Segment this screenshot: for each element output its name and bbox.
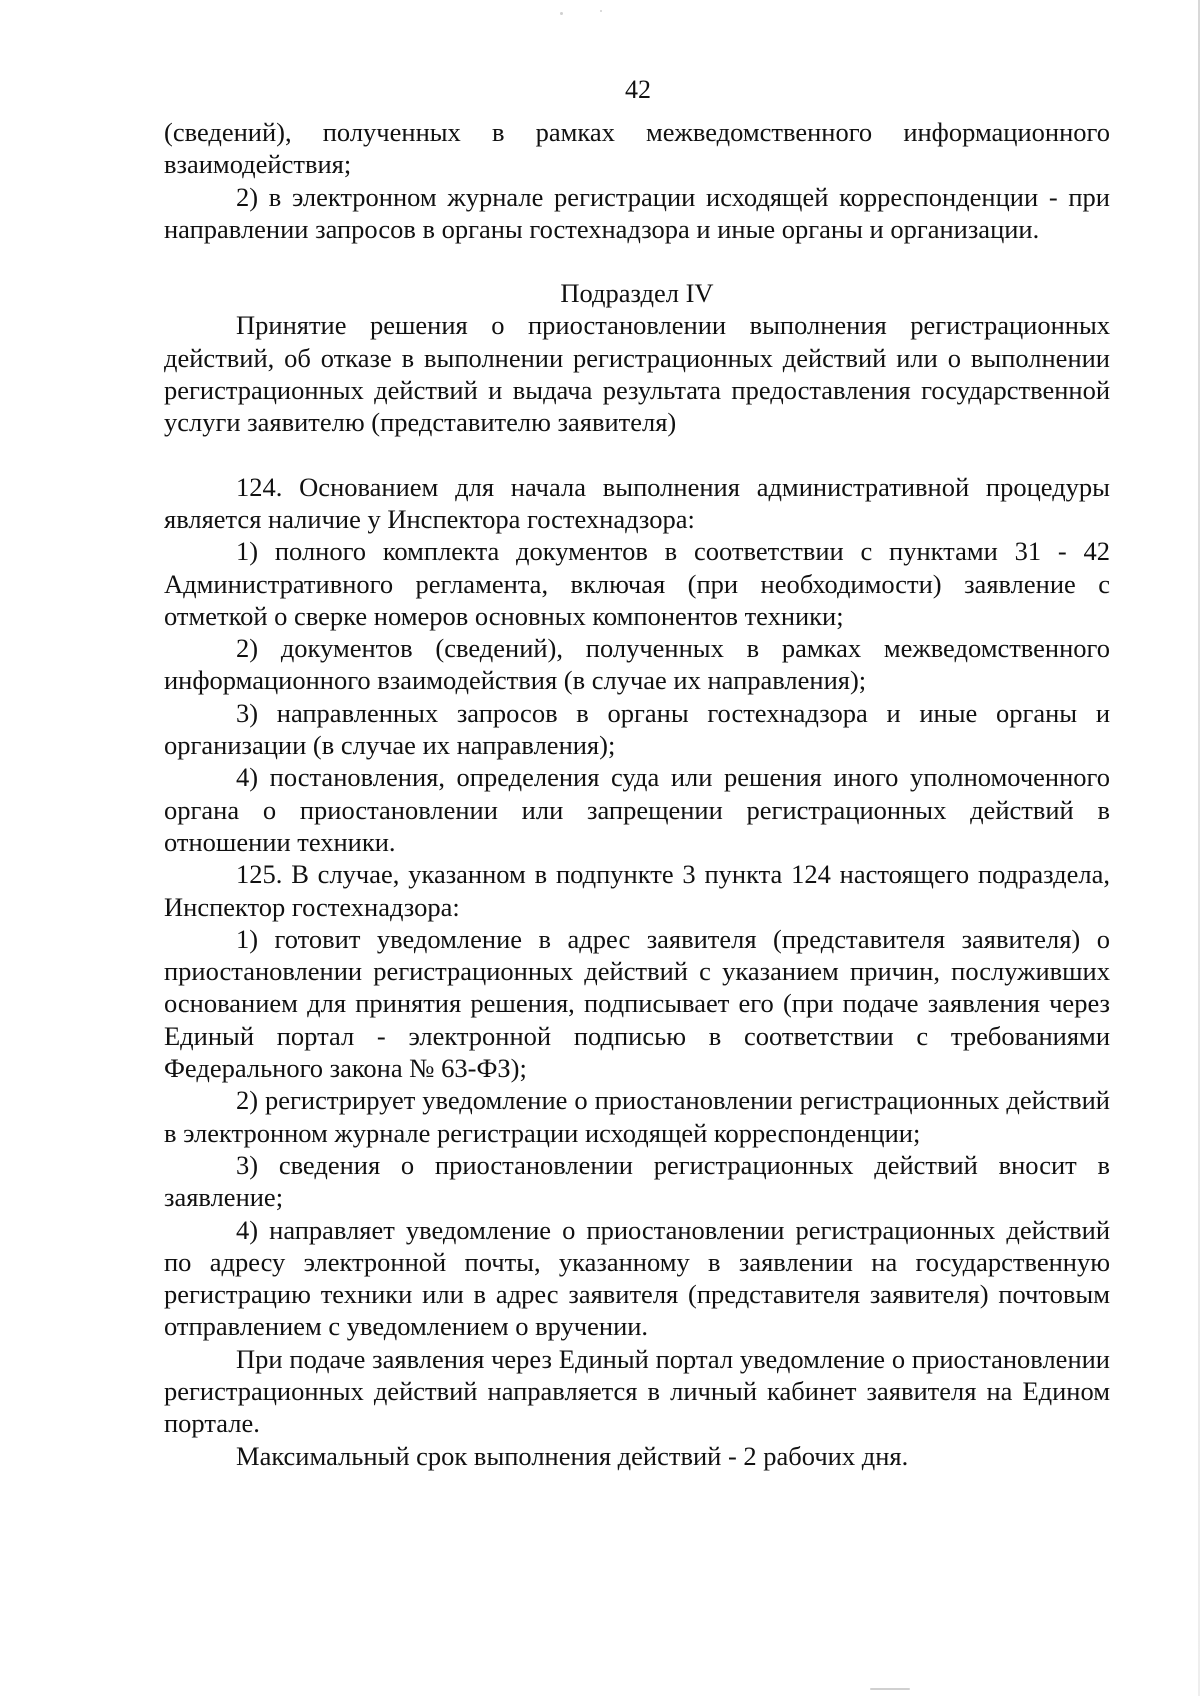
clause-124: 124. Основанием для начала выполнения административной процедуры является наличие у Инспектора гостехнадзора: (164, 471, 1110, 534)
paragraph: 2) в электронном журнале регистрации исходящей корреспонденции - при направлении запросов в органы гостехнадзора и иные органы и организации. (164, 181, 1110, 244)
list-item: 1) полного комплекта документов в соответствии с пунктами 31 - 42 Административного регламента, включая (при необходимости) заявление с отметкой о сверке номеров основных компонентов техники; (164, 536, 1110, 631)
page-number: 42 (625, 75, 651, 104)
subsection-title: Подраздел IV (560, 278, 714, 309)
list-item: 2) документов (сведений), полученных в рамках межведомственного информационного взаимодействия (в случае их направления); (164, 633, 1110, 696)
scan-speck (560, 12, 563, 15)
subsection-heading: Принятие решения о приостановлении выполнения регистрационных действий, об отказе в выполнении регистрационных действий или о выполнении регистрационных действий и выдача результата предоставления государственной услуги заявителю (представителю заявителя) (164, 310, 1110, 438)
deadline-paragraph: Максимальный срок выполнения действий - 2 рабочих дня. (236, 1440, 909, 1471)
paragraph: При подаче заявления через Единый портал уведомление о приостановлении регистрационных действий направляется в личный кабинет заявителя на Едином портале. (164, 1343, 1110, 1439)
list-item: 1) готовит уведомление в адрес заявителя (представителя заявителя) о приостановлении регистрационных действий с указанием причин, послуживших основанием для принятия решения, подписывает его (при подаче заявления через Единый портал - электронной подписью в соответствии с требованиями Федерального закона № 63-ФЗ); (164, 923, 1110, 1084)
list-item: 4) постановления, определения суда или решения иного уполномоченного органа о приостановлении или запрещении регистрационных действий в отношении техники. (164, 762, 1110, 857)
list-item: 2) регистрирует уведомление о приостановлении регистрационных действий в электронном журнале регистрации исходящей корреспонденции; (164, 1085, 1110, 1148)
paragraph-continuation: (сведений), полученных в рамках межведомственного информационного взаимодействия; (164, 117, 1110, 180)
list-item: 3) сведения о приостановлении регистрационных действий вносит в заявление; (164, 1149, 1110, 1213)
scan-speck (600, 10, 602, 12)
list-item: 3) направленных запросов в органы гостехнадзора и иные органы и организации (в случае их направления); (164, 697, 1110, 761)
scan-speck (870, 1688, 910, 1690)
list-item: 4) направляет уведомление о приостановлении регистрационных действий по адресу электронной почты, указанному в заявлении на государственную регистрацию техники или в адрес заявителя (представителя заявителя) почтовым отправлением с уведомлением о вручении. (164, 1214, 1110, 1342)
document-body (164, 116, 1110, 1472)
clause-125: 125. В случае, указанном в подпункте 3 пункта 124 настоящего подраздела, Инспектор гостехнадзора: (164, 859, 1110, 922)
